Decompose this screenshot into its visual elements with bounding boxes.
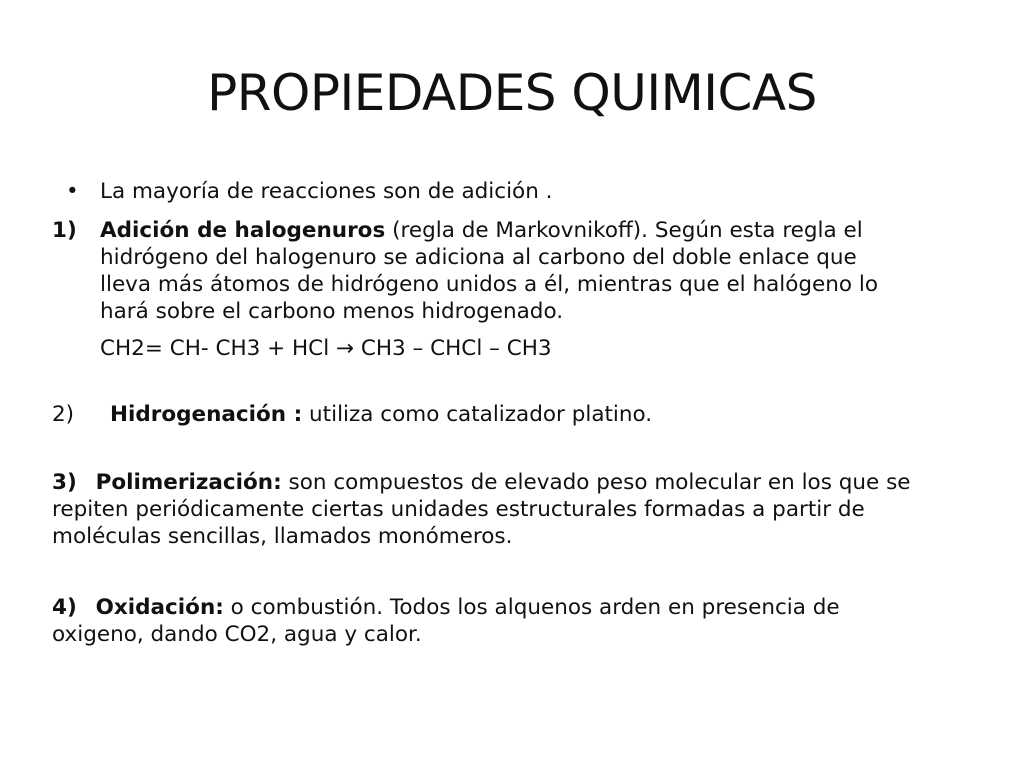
item3-line1-text: son compuestos de elevado peso molecular en los que se	[281, 470, 911, 495]
item4-heading: Oxidación:	[95, 595, 224, 620]
item4-line1	[52, 594, 840, 621]
bullet-dot-icon: •	[66, 179, 79, 204]
item3-line2: repiten periódicamente ciertas unidades estructurales formadas a partir de	[52, 497, 865, 522]
item2-heading: Hidrogenación :	[110, 402, 303, 427]
item1-heading: Adición de halogenuros	[100, 218, 386, 243]
item4-line1-text: o combustión. Todos los alquenos arden en presencia de	[223, 595, 840, 620]
item1-number: 1)	[52, 218, 77, 243]
item1-line2: hidrógeno del halogenuro se adiciona al carbono del doble enlace que	[100, 245, 857, 270]
item2-text: utiliza como catalizador platino.	[302, 402, 653, 427]
item1-line1-text: (regla de Markovnikoff). Según esta regla el	[385, 218, 863, 243]
item4-number: 4)	[52, 595, 77, 620]
bullet-text: La mayoría de reacciones son de adición .	[100, 179, 553, 204]
item3-line1	[52, 469, 911, 496]
reaction-equation: CH2= CH- CH3 + HCl → CH3 – CHCl – CH3	[100, 336, 552, 361]
item1-line3: lleva más átomos de hidrógeno unidos a él, mientras que el halógeno lo	[100, 272, 879, 297]
item3-number: 3)	[52, 470, 77, 495]
item3-line3: moléculas sencillas, llamados monómeros.	[52, 524, 513, 549]
item3-heading: Polimerización:	[95, 470, 282, 495]
item4-line2: oxigeno, dando CO2, agua y calor.	[52, 622, 422, 647]
item1-line1	[100, 217, 863, 244]
slide-title: PROPIEDADES QUIMICAS	[207, 64, 817, 122]
item1-line4: hará sobre el carbono menos hidrogenado.	[100, 299, 564, 324]
item2-number: 2)	[52, 402, 75, 427]
item2-line	[110, 401, 652, 428]
